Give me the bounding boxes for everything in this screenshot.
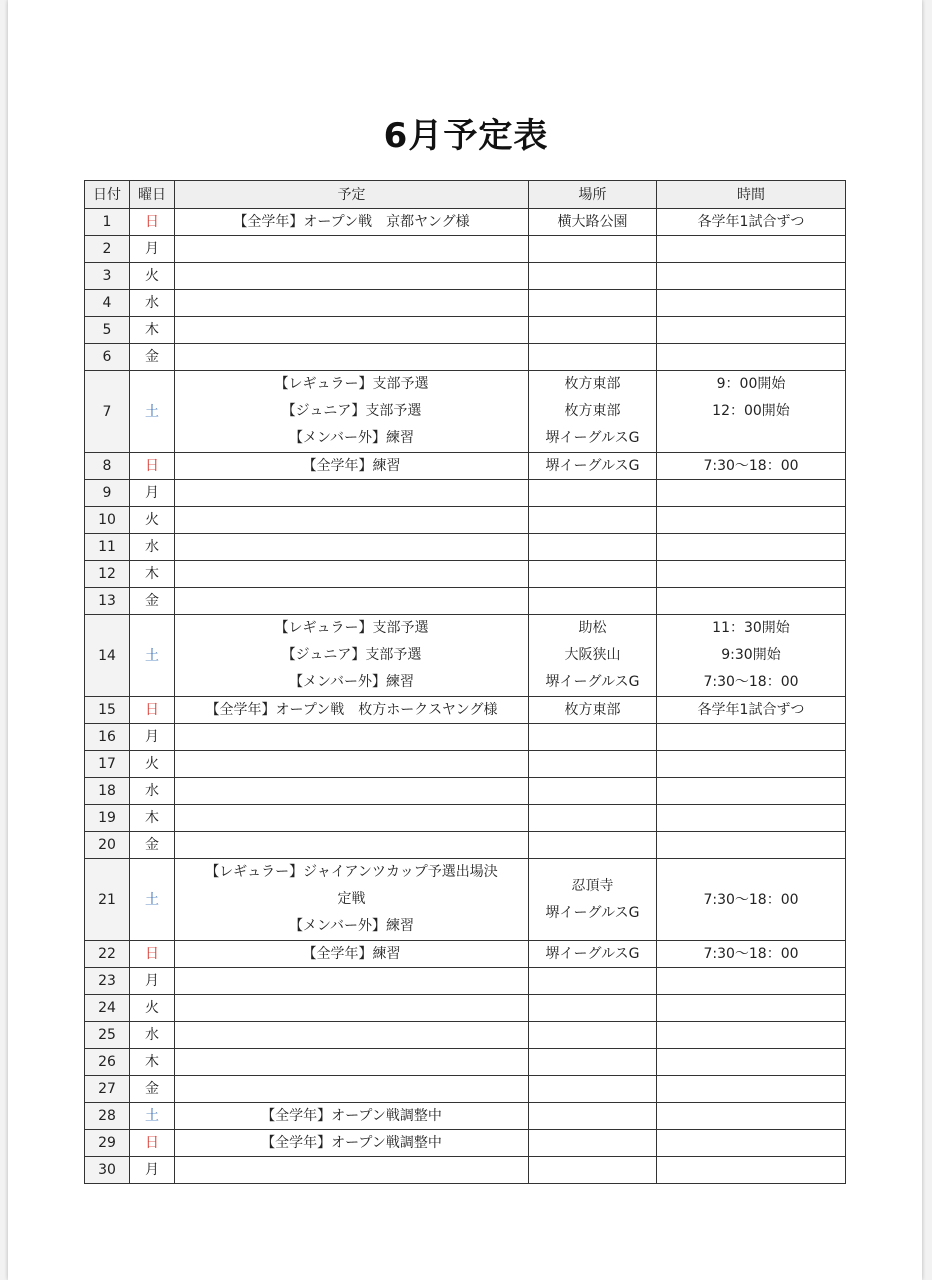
weekday-cell: 土 <box>130 371 175 453</box>
table-row <box>85 1076 846 1103</box>
table-row <box>85 805 846 832</box>
table-row <box>85 1157 846 1184</box>
date-cell: 26 <box>85 1049 130 1076</box>
place-cell <box>529 290 657 317</box>
plan-cell <box>175 968 529 995</box>
plan-cell <box>175 1157 529 1184</box>
time-cell <box>657 1049 846 1076</box>
date-cell: 17 <box>85 751 130 778</box>
date-cell: 5 <box>85 317 130 344</box>
table-row <box>85 832 846 859</box>
table-row <box>85 344 846 371</box>
date-cell: 19 <box>85 805 130 832</box>
weekday-cell: 日 <box>130 453 175 480</box>
time-cell: 7:30〜18：00 <box>657 859 846 941</box>
time-cell <box>657 344 846 371</box>
date-cell: 22 <box>85 941 130 968</box>
time-cell <box>657 1130 846 1157</box>
place-cell <box>529 859 657 941</box>
place-line: 堺イーグルスG <box>545 904 640 921</box>
table-row <box>85 615 846 697</box>
place-line: 忍頂寺 <box>571 877 614 894</box>
schedule-table <box>84 180 846 1184</box>
time-cell <box>657 724 846 751</box>
plan-cell <box>175 1049 529 1076</box>
plan-line: 【メンバー外】練習 <box>288 430 415 446</box>
time-cell <box>657 507 846 534</box>
weekday-cell: 土 <box>130 859 175 941</box>
weekday-cell: 木 <box>130 561 175 588</box>
time-cell: 各学年1試合ずつ <box>657 209 846 236</box>
plan-line: 【メンバー外】練習 <box>288 918 415 934</box>
plan-cell <box>175 859 529 941</box>
time-cell <box>657 561 846 588</box>
date-cell: 4 <box>85 290 130 317</box>
table-row <box>85 588 846 615</box>
place-cell <box>529 344 657 371</box>
date-cell: 2 <box>85 236 130 263</box>
table-row <box>85 561 846 588</box>
header-place: 場所 <box>529 181 657 209</box>
time-line: 9：00開始 <box>716 376 786 392</box>
table-row <box>85 209 846 236</box>
plan-cell <box>175 507 529 534</box>
time-cell <box>657 778 846 805</box>
date-cell: 29 <box>85 1130 130 1157</box>
place-cell <box>529 371 657 453</box>
plan-cell <box>175 1076 529 1103</box>
place-cell <box>529 995 657 1022</box>
plan-cell: 【全学年】オープン戦調整中 <box>175 1130 529 1157</box>
table-row <box>85 371 846 453</box>
place-cell <box>529 615 657 697</box>
table-row <box>85 263 846 290</box>
date-cell: 6 <box>85 344 130 371</box>
weekday-cell: 水 <box>130 290 175 317</box>
plan-line: 定戦 <box>337 891 366 907</box>
place-line: 助松 <box>578 620 607 636</box>
weekday-cell: 火 <box>130 263 175 290</box>
page-title: 6月予定表 <box>383 116 549 156</box>
place-cell <box>529 805 657 832</box>
time-cell <box>657 1076 846 1103</box>
plan-cell <box>175 995 529 1022</box>
table-row <box>85 507 846 534</box>
time-cell <box>657 1103 846 1130</box>
plan-cell <box>175 236 529 263</box>
plan-cell <box>175 615 529 697</box>
place-cell <box>529 236 657 263</box>
plan-cell <box>175 344 529 371</box>
place-cell <box>529 1157 657 1184</box>
time-cell <box>657 263 846 290</box>
plan-cell <box>175 317 529 344</box>
weekday-cell: 火 <box>130 751 175 778</box>
table-row <box>85 290 846 317</box>
time-cell <box>657 832 846 859</box>
plan-cell <box>175 724 529 751</box>
table-row <box>85 724 846 751</box>
place-cell: 堺イーグルスG <box>529 453 657 480</box>
weekday-cell: 水 <box>130 1022 175 1049</box>
date-cell: 25 <box>85 1022 130 1049</box>
weekday-cell: 月 <box>130 968 175 995</box>
weekday-cell: 日 <box>130 941 175 968</box>
weekday-cell: 火 <box>130 507 175 534</box>
place-cell <box>529 751 657 778</box>
date-cell: 20 <box>85 832 130 859</box>
table-row <box>85 968 846 995</box>
place-cell <box>529 1022 657 1049</box>
table-row <box>85 995 846 1022</box>
time-cell: 各学年1試合ずつ <box>657 697 846 724</box>
weekday-cell: 日 <box>130 1130 175 1157</box>
date-cell: 15 <box>85 697 130 724</box>
weekday-cell: 月 <box>130 480 175 507</box>
place-cell: 横大路公園 <box>529 209 657 236</box>
time-cell: 7:30〜18：00 <box>657 453 846 480</box>
place-cell: 堺イーグルスG <box>529 941 657 968</box>
plan-cell: 【全学年】オープン戦 枚方ホークスヤング様 <box>175 697 529 724</box>
date-cell: 13 <box>85 588 130 615</box>
weekday-cell: 土 <box>130 615 175 697</box>
plan-line: 【レギュラー】ジャイアンツカップ予選出場決 <box>205 864 498 880</box>
time-line: 11：30開始 <box>712 620 790 636</box>
weekday-cell: 金 <box>130 344 175 371</box>
table-row <box>85 534 846 561</box>
date-cell: 10 <box>85 507 130 534</box>
weekday-cell: 水 <box>130 534 175 561</box>
date-cell: 30 <box>85 1157 130 1184</box>
plan-cell <box>175 263 529 290</box>
time-cell <box>657 995 846 1022</box>
table-row <box>85 751 846 778</box>
date-cell: 28 <box>85 1103 130 1130</box>
weekday-cell: 月 <box>130 236 175 263</box>
plan-line: 【メンバー外】練習 <box>288 674 415 690</box>
time-cell: 7:30〜18：00 <box>657 941 846 968</box>
place-cell <box>529 1076 657 1103</box>
date-cell: 9 <box>85 480 130 507</box>
date-cell: 16 <box>85 724 130 751</box>
plan-cell: 【全学年】練習 <box>175 453 529 480</box>
date-cell: 18 <box>85 778 130 805</box>
date-cell: 12 <box>85 561 130 588</box>
time-cell <box>657 371 846 453</box>
table-row <box>85 697 846 724</box>
time-cell <box>657 615 846 697</box>
plan-cell <box>175 751 529 778</box>
plan-cell <box>175 480 529 507</box>
table-row <box>85 1130 846 1157</box>
time-cell <box>657 805 846 832</box>
place-cell <box>529 317 657 344</box>
time-cell <box>657 290 846 317</box>
place-cell <box>529 968 657 995</box>
plan-cell: 【全学年】練習 <box>175 941 529 968</box>
weekday-cell: 木 <box>130 805 175 832</box>
date-cell: 7 <box>85 371 130 453</box>
weekday-cell: 月 <box>130 724 175 751</box>
time-cell <box>657 317 846 344</box>
date-cell: 8 <box>85 453 130 480</box>
place-cell <box>529 778 657 805</box>
date-cell: 3 <box>85 263 130 290</box>
plan-cell <box>175 371 529 453</box>
weekday-cell: 金 <box>130 1076 175 1103</box>
plan-line: 【レギュラー】支部予選 <box>274 376 429 392</box>
place-line: 枚方東部 <box>564 376 621 392</box>
plan-cell <box>175 778 529 805</box>
plan-cell <box>175 561 529 588</box>
plan-cell <box>175 534 529 561</box>
time-cell <box>657 236 846 263</box>
place-line: 堺イーグルスG <box>545 674 640 690</box>
weekday-cell: 日 <box>130 209 175 236</box>
weekday-cell: 水 <box>130 778 175 805</box>
time-line: 12：00開始 <box>712 403 790 419</box>
table-row <box>85 1103 846 1130</box>
place-cell <box>529 724 657 751</box>
time-cell <box>657 751 846 778</box>
weekday-cell: 木 <box>130 317 175 344</box>
place-cell <box>529 1103 657 1130</box>
place-line: 枚方東部 <box>564 403 621 419</box>
table-row <box>85 778 846 805</box>
place-cell <box>529 263 657 290</box>
time-cell <box>657 480 846 507</box>
place-cell <box>529 1049 657 1076</box>
weekday-cell: 土 <box>130 1103 175 1130</box>
place-cell <box>529 534 657 561</box>
plan-cell <box>175 805 529 832</box>
place-cell <box>529 507 657 534</box>
date-cell: 24 <box>85 995 130 1022</box>
place-cell: 枚方東部 <box>529 697 657 724</box>
header-plan: 予定 <box>175 181 529 209</box>
table-row <box>85 480 846 507</box>
weekday-cell: 月 <box>130 1157 175 1184</box>
plan-cell <box>175 290 529 317</box>
place-cell <box>529 480 657 507</box>
date-cell: 27 <box>85 1076 130 1103</box>
table-row <box>85 1049 846 1076</box>
table-row <box>85 317 846 344</box>
date-cell: 11 <box>85 534 130 561</box>
plan-line: 【レギュラー】支部予選 <box>274 620 429 636</box>
header-day: 曜日 <box>130 181 175 209</box>
weekday-cell: 金 <box>130 588 175 615</box>
table-row <box>85 236 846 263</box>
header-time: 時間 <box>657 181 846 209</box>
date-cell: 23 <box>85 968 130 995</box>
place-line: 堺イーグルスG <box>545 430 640 446</box>
time-cell <box>657 534 846 561</box>
table-row <box>85 859 846 941</box>
plan-cell <box>175 1022 529 1049</box>
plan-cell: 【全学年】オープン戦 京都ヤング様 <box>175 209 529 236</box>
header-date: 日付 <box>85 181 130 209</box>
plan-cell <box>175 832 529 859</box>
time-line <box>659 425 843 452</box>
date-cell: 21 <box>85 859 130 941</box>
place-line: 大阪狭山 <box>564 647 621 663</box>
plan-cell: 【全学年】オープン戦調整中 <box>175 1103 529 1130</box>
time-cell <box>657 1022 846 1049</box>
table-row <box>85 453 846 480</box>
weekday-cell: 木 <box>130 1049 175 1076</box>
plan-line: 【ジュニア】支部予選 <box>281 647 422 663</box>
place-cell <box>529 588 657 615</box>
time-cell <box>657 1157 846 1184</box>
weekday-cell: 日 <box>130 697 175 724</box>
plan-cell <box>175 588 529 615</box>
time-line: 9:30開始 <box>721 647 781 663</box>
time-line: 7:30〜18：00 <box>703 674 799 690</box>
schedule-body <box>85 209 846 1184</box>
place-cell <box>529 1130 657 1157</box>
table-row <box>85 1022 846 1049</box>
date-cell: 14 <box>85 615 130 697</box>
place-cell <box>529 832 657 859</box>
time-cell <box>657 588 846 615</box>
plan-line: 【ジュニア】支部予選 <box>281 403 422 419</box>
place-cell <box>529 561 657 588</box>
date-cell: 1 <box>85 209 130 236</box>
weekday-cell: 火 <box>130 995 175 1022</box>
time-cell <box>657 968 846 995</box>
table-row <box>85 941 846 968</box>
weekday-cell: 金 <box>130 832 175 859</box>
table-header-row <box>85 181 846 209</box>
